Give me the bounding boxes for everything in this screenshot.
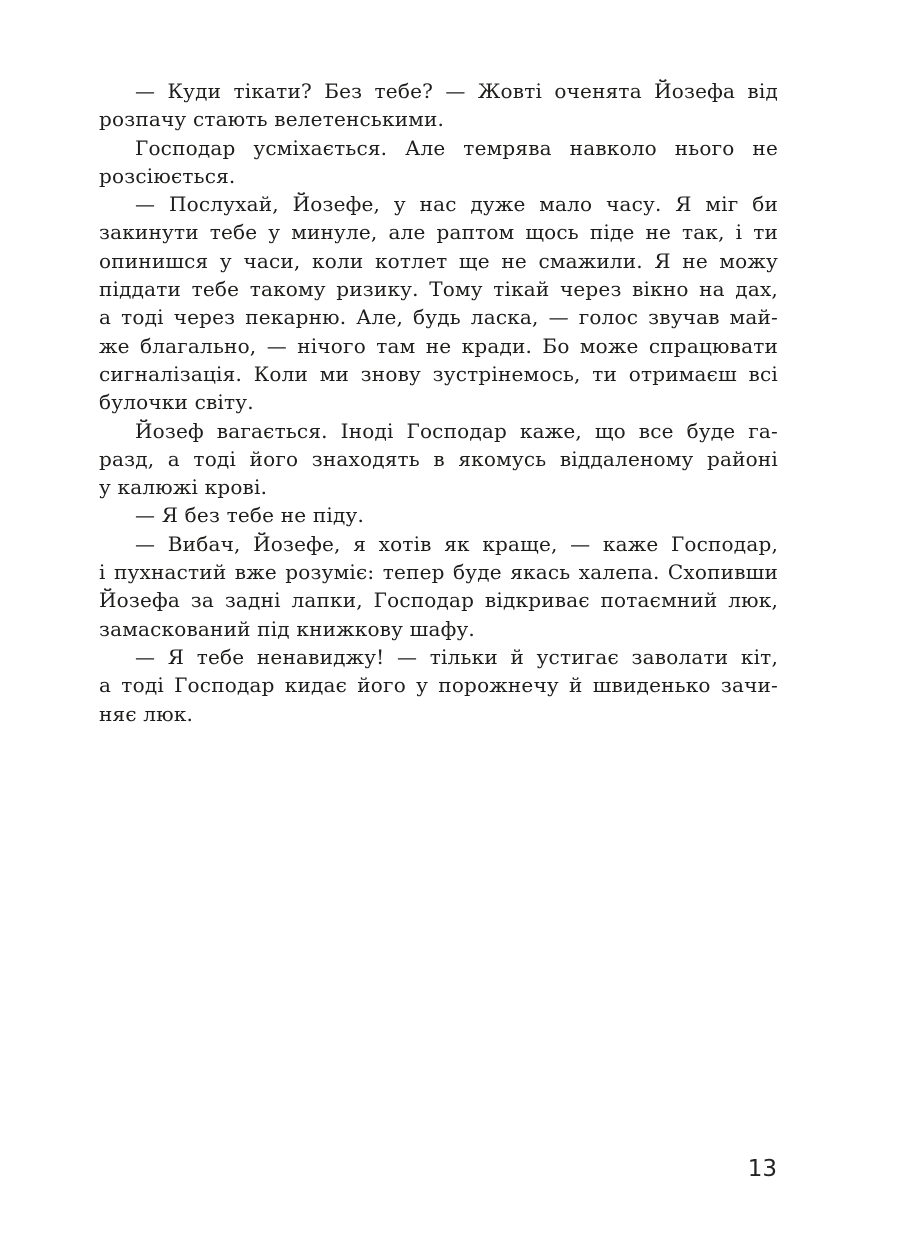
text-block — [99, 77, 778, 728]
text-line: Господар усміхається. Але темрява навколо нього не — [135, 135, 778, 160]
text-line: а тоді через пекарню. Але, будь ласка, — голос звучав май- — [99, 305, 778, 330]
text-line: у калюжі крові. — [99, 475, 268, 500]
text-line: піддати тебе такому ризику. Тому тікай через вікно на дах, — [99, 277, 778, 302]
text-line: — Я без тебе не піду. — [135, 503, 365, 528]
text-line: замаскований під книжкову шафу. — [99, 616, 475, 641]
text-line: — Куди тікати? Без тебе? — Жовті оченята Йозефа від — [135, 79, 778, 103]
text-line: — Вибач, Йозефе, я хотів як краще, — каже Господар, — [135, 531, 778, 556]
text-line: разд, а тоді його знаходять в якомусь віддаленому районі — [99, 446, 778, 471]
text-line: і пухнастий вже розуміє: тепер буде якась халепа. Схопивши — [99, 560, 778, 585]
text-line: розсіюється. — [99, 163, 236, 188]
text-line: — Послухай, Йозефе, у нас дуже мало часу. Я міг би — [135, 192, 778, 217]
text-line: сигналізація. Коли ми знову зустрінемось, ти отримаєш всі — [99, 361, 778, 386]
text-line: закинути тебе у минуле, але раптом щось піде не так, і ти — [99, 220, 778, 245]
text-line: булочки світу. — [99, 390, 254, 415]
text-line: — Я тебе ненавиджу! — тільки й устигає заволати кіт, — [135, 644, 778, 669]
text-line: Йозеф вагається. Іноді Господар каже, що все буде га- — [135, 418, 778, 443]
text-line: розпачу стають велетенськими. — [99, 107, 445, 132]
text-line: Йозефа за задні лапки, Господар відкриває потаємний люк, — [99, 588, 778, 613]
text-line: опинишся у часи, коли котлет ще не смажили. Я не можу — [99, 248, 778, 273]
page-number: 13 — [747, 1156, 777, 1182]
text-line: а тоді Господар кидає його у порожнечу й швиденько зачи- — [99, 673, 778, 698]
text-line: няє люк. — [99, 701, 194, 726]
text-line: же благально, — нічого там не кради. Бо може спрацювати — [99, 333, 778, 358]
